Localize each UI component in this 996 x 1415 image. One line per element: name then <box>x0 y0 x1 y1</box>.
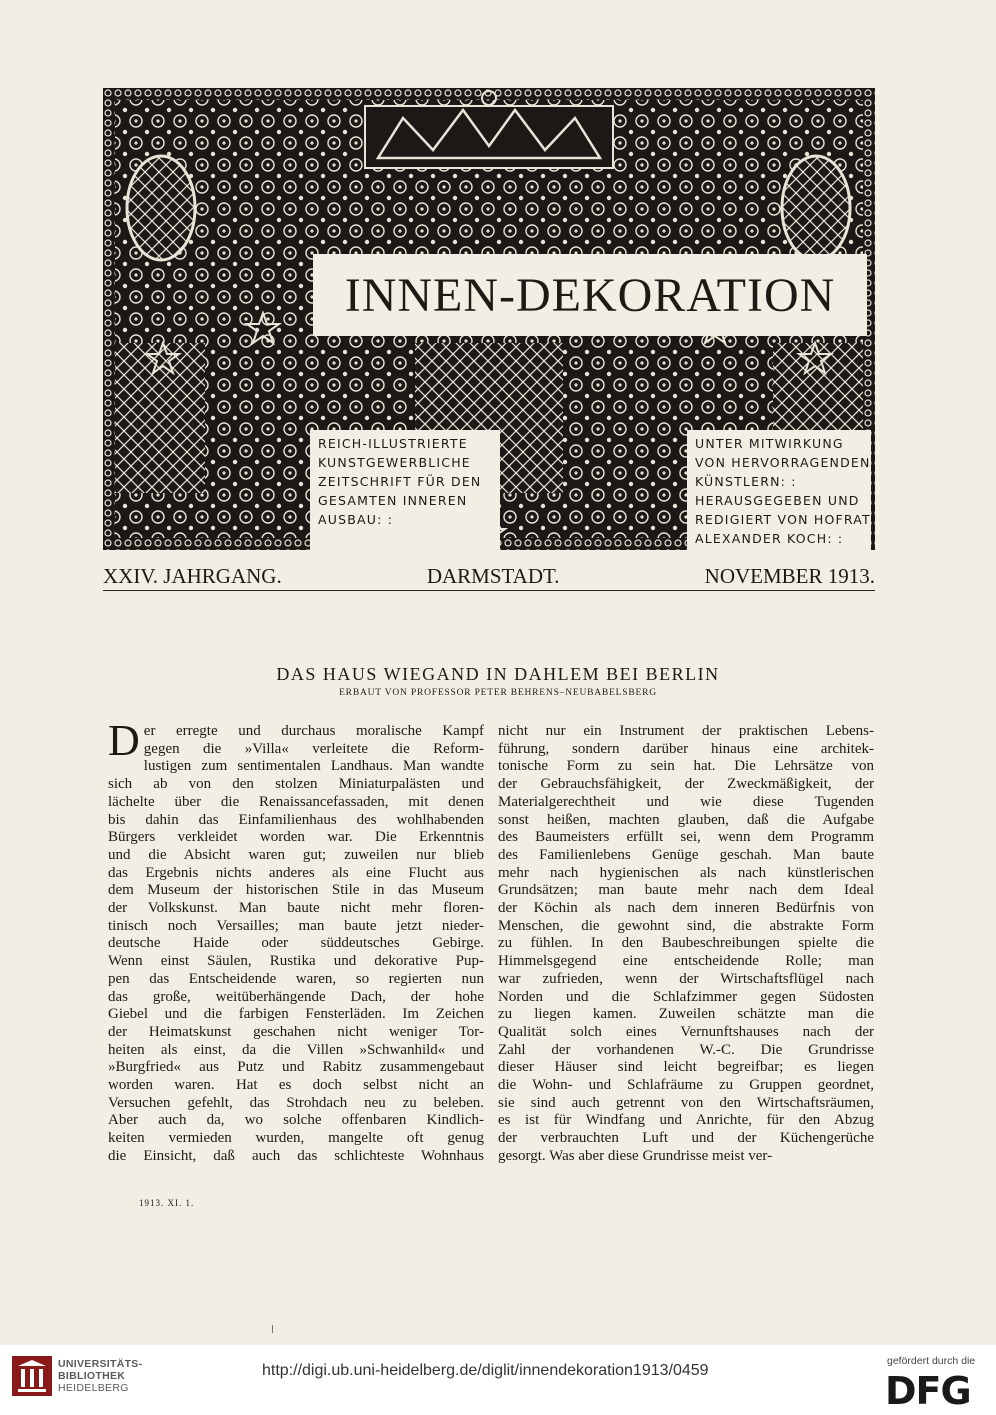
subtitle-line: REICH-ILLUSTRIERTE <box>318 436 468 451</box>
text-line: zu liegen kamen. Zuweilen schätzte man die <box>498 1006 874 1023</box>
drop-cap: D <box>108 716 140 765</box>
text-line: bis dahin das Einfamilienhaus des wohlhabenden <box>108 811 484 828</box>
text-line: Qualität solch eines Vernunftshauses nach der <box>498 1023 874 1040</box>
subtitle-line: ALEXANDER KOCH: : <box>695 531 844 546</box>
text-line: tonische Form zu sein hat. Die Lehrsätze von <box>498 758 874 775</box>
text-line: Himmelsgegend eine entscheidende Rolle; man <box>498 953 874 970</box>
text-line: und die Absicht waren gut; zuweilen nur blieb <box>108 846 484 863</box>
subtitle-line: KUNSTGEWERBLICHE <box>318 455 471 470</box>
text-line: worden waren. Hat es doch selbst nicht an <box>108 1077 484 1094</box>
text-line: deutsche Haide oder süddeutsches Gebirge. <box>108 935 484 952</box>
ornamental-masthead <box>103 88 875 550</box>
text-line: es ist für Windfang und Anrichte, für den Abzug <box>498 1112 874 1129</box>
permalink-url[interactable]: http://digi.ub.uni-heidelberg.de/diglit/innendekoration1913/0459 <box>262 1362 709 1379</box>
text-line: Grundsätzen; man baute mehr nach dem Ideal <box>498 882 874 899</box>
article-subtitle: ERBAUT VON PROFESSOR PETER BEHRENS–NEUBABELSBERG <box>339 688 657 698</box>
text-line: nicht nur ein Instrument der praktischen Lebens- <box>498 723 874 739</box>
text-line: mehr nach hygienischen als nach künstlerischen <box>498 864 874 881</box>
text-line: sie sind auch getrennt von den Wirtschaftsräumen, <box>498 1094 874 1111</box>
place-label: DARMSTADT. <box>426 563 560 588</box>
subtitle-line: KÜNSTLERN: : <box>695 474 797 489</box>
funded-by-label: gefördert durch die <box>887 1355 976 1367</box>
text-line: dem Museum der historischen Stile in das Museum <box>108 882 484 899</box>
subtitle-line: ZEITSCHRIFT FÜR DEN <box>318 474 482 489</box>
text-line: tinisch noch Versailles; man baute jetzt nieder- <box>108 917 484 934</box>
text-line: das große, weitüberhängende Dach, der hohe <box>108 988 484 1005</box>
text-column-left <box>108 716 484 1166</box>
subtitle-line: GESAMTEN INNEREN <box>318 493 468 508</box>
text-line: lustigen zum sentimentalen Landhaus. Man wandte <box>143 758 484 775</box>
text-line: des Familienlebens Genüge geschah. Man baute <box>498 846 874 863</box>
magazine-title: INNEN-DEKORATION <box>344 268 836 322</box>
text-line: gesorgt. Was aber diese Grundrisse meist ver- <box>498 1147 773 1164</box>
text-line: die Wohn- und Schlafräume zu Gruppen geordnet, <box>498 1077 874 1094</box>
text-line: führung, sondern darüber hinaus eine architek- <box>498 740 874 757</box>
text-column-right <box>498 723 874 1166</box>
subtitle-box-right <box>687 430 871 550</box>
text-line: der Köchin als nach dem inneren Bedürfnis von <box>498 900 874 917</box>
text-line: sich ab von den stolzen Miniaturpalästen und <box>108 776 484 793</box>
text-line: der Heimatskunst geschahen nicht weniger Tor- <box>108 1023 484 1040</box>
text-line: »Burgfried« aus Putz und Rabitz zusammengebaut <box>108 1059 484 1076</box>
dfg-logo[interactable]: DFG <box>885 1369 971 1413</box>
text-line: Norden und die Schlafzimmer gegen Südosten <box>498 988 874 1005</box>
text-line: pen das Entscheidende waren, so regierten nun <box>108 970 484 987</box>
text-line: zu fühlen. In den Baubeschreibungen spielte die <box>498 935 874 952</box>
text-line: er erregte und durchaus moralische Kampf <box>143 723 484 739</box>
text-line: Aber auch da, wo solche offenbaren Kindlich- <box>108 1112 484 1129</box>
text-line: keiten vermieden wurden, mangelte oft genug <box>108 1130 484 1147</box>
text-line: dieser Häuser sind leicht begreifbar; es liegen <box>498 1059 874 1076</box>
subtitle-line: HERAUSGEGEBEN UND <box>695 493 860 508</box>
text-line: Zahl der vorhandenen W.-C. Die Grundrisse <box>498 1041 874 1058</box>
subtitle-line: VON HERVORRAGENDEN <box>695 455 871 470</box>
text-line: war zufrieden, wenn der Wirtschaftsflügel nach <box>498 970 874 987</box>
masthead-title-box <box>313 254 867 336</box>
text-line: der Volkskunst. Man baute nicht mehr floren- <box>108 900 484 917</box>
text-line: heiten als einst, da die Villen »Schwanhild« und <box>108 1041 484 1058</box>
text-line: sonst heißen, machten glauben, daß die Aufgabe <box>498 811 874 828</box>
text-line: Wenn einst Säulen, Rustika und dekorative Pup- <box>108 953 484 970</box>
issue-date: NOVEMBER 1913. <box>704 563 875 588</box>
text-line: die Einsicht, daß auch das schlichteste Wohnhaus <box>108 1147 484 1164</box>
text-line: Materialgerechtheit und wie diese Tugenden <box>498 793 874 810</box>
subtitle-line: REDIGIERT VON HOFRAT <box>695 512 871 527</box>
text-line: des Baumeisters erfüllt sei, wenn dem Programm <box>498 829 874 846</box>
text-line: Bürgers verkleidet worden war. Die Erkenntnis <box>108 829 484 846</box>
text-line: das Ergebnis nichts anderes als eine Flucht aus <box>108 864 484 881</box>
text-line: Versuchen gefehlt, das Strohdach neu zu beleben. <box>108 1094 484 1111</box>
signature-mark: 1913. XI. 1. <box>139 1198 195 1208</box>
library-name-line: HEIDELBERG <box>58 1382 129 1394</box>
article-title: DAS HAUS WIEGAND IN DAHLEM BEI BERLIN <box>276 664 720 684</box>
library-name-line: BIBLIOTHEK <box>58 1370 126 1382</box>
text-line: gegen die »Villa« verleitete die Reform- <box>143 740 484 757</box>
viewer-footer-bar <box>0 1345 996 1415</box>
text-line: Menschen, die gewohnt sind, die abstrakte Form <box>498 917 874 934</box>
text-line: der Gebrauchsfähigkeit, der Zweckmäßigkeit, der <box>498 776 874 793</box>
library-name[interactable] <box>58 1358 142 1394</box>
text-line: lächelte über die Renaissancefassaden, mit denen <box>108 793 484 810</box>
subtitle-line: AUSBAU: : <box>318 512 394 527</box>
library-name-line: UNIVERSITÄTS- <box>58 1358 143 1370</box>
text-line: Giebel und die farbigen Fensterläden. Im Zeichen <box>108 1006 484 1023</box>
text-line: der verbrauchten Luft und der Küchengerüche <box>498 1130 874 1147</box>
dateline <box>103 562 875 591</box>
subtitle-box-left <box>310 430 500 550</box>
volume-label: XXIV. JAHRGANG. <box>103 563 282 588</box>
university-library-logo-icon[interactable] <box>12 1356 52 1396</box>
scan-mark <box>272 1325 273 1333</box>
subtitle-line: UNTER MITWIRKUNG <box>695 436 844 451</box>
